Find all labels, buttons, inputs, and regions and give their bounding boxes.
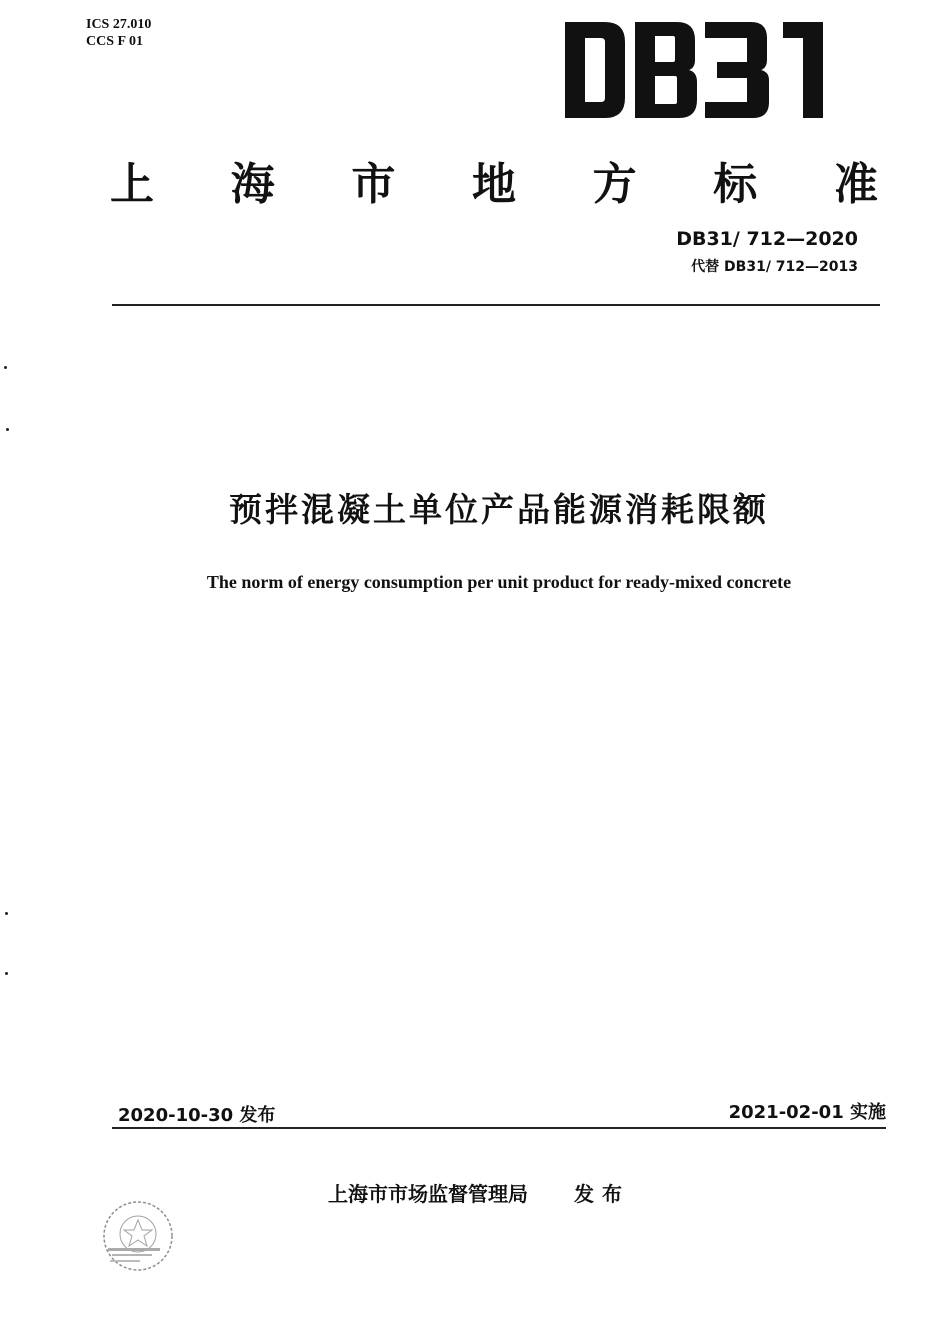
- scan-mark: [6, 428, 9, 431]
- heading-char: 准: [833, 159, 880, 210]
- publish-label: 发布: [574, 1182, 630, 1206]
- watermark-stamp: [98, 1196, 178, 1276]
- publisher-line: [328, 1178, 630, 1207]
- bottom-divider: [112, 1127, 886, 1129]
- classification-codes: [86, 16, 151, 50]
- document-title-chinese: 预拌混凝土单位产品能源消耗限额: [229, 490, 769, 529]
- top-divider: [112, 304, 880, 306]
- document-title-english: The norm of energy consumption per unit product for ready-mixed concrete: [206, 572, 792, 592]
- heading-char: 方: [592, 159, 639, 210]
- standard-number-block: [676, 226, 858, 278]
- heading-shanghai-local-standard: [110, 148, 880, 212]
- heading-char: 上: [110, 159, 156, 210]
- ccs-code: CCS F 01: [86, 34, 144, 49]
- scan-mark: [5, 912, 8, 915]
- standard-number: DB31/ 712—2020: [676, 228, 858, 250]
- heading-char: 地: [471, 159, 518, 210]
- scan-mark: [5, 972, 8, 975]
- heading-char: 海: [230, 159, 277, 210]
- heading-char: 市: [351, 159, 398, 210]
- release-date: 2020-10-30 发布: [118, 1105, 276, 1126]
- heading-char: 标: [713, 159, 760, 210]
- ics-code: ICS 27.010: [86, 17, 152, 32]
- publisher-name: 上海市市场监督管理局: [328, 1182, 528, 1206]
- implementation-date: 2021-02-01 实施: [728, 1102, 886, 1123]
- scan-mark: [4, 366, 7, 369]
- replaces-standard: 代替 DB31/ 712—2013: [691, 259, 858, 275]
- db31-logo: [565, 22, 830, 118]
